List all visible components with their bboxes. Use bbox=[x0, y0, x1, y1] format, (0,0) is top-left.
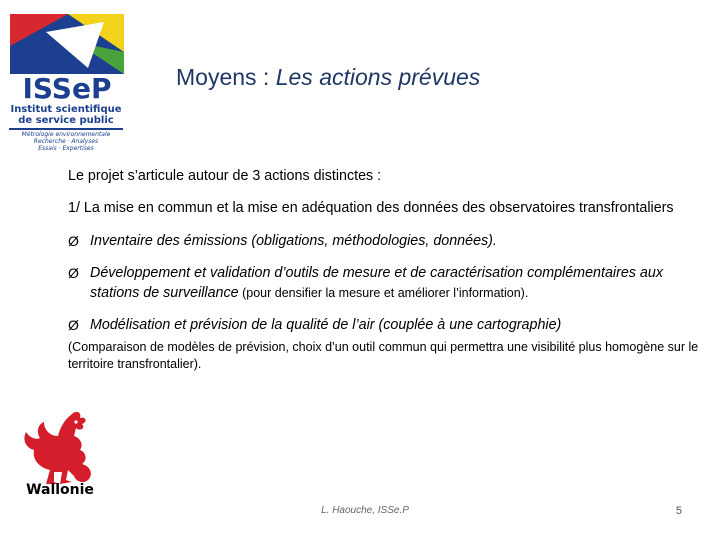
arrow-bullet-icon: Ø bbox=[68, 317, 79, 333]
intro-text: Le projet s’articule autour de 3 actions distinctes : bbox=[68, 168, 382, 184]
slide-content bbox=[68, 166, 704, 373]
bullet-item bbox=[68, 231, 704, 251]
bullet-item bbox=[68, 315, 704, 335]
section-title: 1/ La mise en commun et la mise en adéquation des données des observatoires transfrontaliers bbox=[68, 200, 674, 216]
footer-author: L. Haouche, ISSe.P bbox=[321, 505, 409, 516]
slide-title bbox=[176, 64, 480, 91]
issep-wordmark bbox=[6, 74, 128, 102]
issep-emblem bbox=[6, 12, 128, 74]
bullet-text: Modélisation et prévision de la qualité de l’air (couplée à une cartographie) bbox=[90, 317, 562, 333]
issep-tagline: Métrologie environnementale Recherche · Analyses Essais · Expertises bbox=[21, 131, 111, 152]
bullet-item bbox=[68, 263, 704, 303]
issep-subtitle: Institut scientifique de service public bbox=[10, 104, 122, 126]
closing-note: (Comparaison de modèles de prévision, choix d’un outil commun qui permettra une visibilité plus homogène sur le territoire transfrontalier). bbox=[68, 340, 699, 371]
arrow-bullet-icon: Ø bbox=[68, 265, 79, 281]
svg-text:ISSeP: ISSeP bbox=[22, 74, 112, 102]
bullet-text: Développement et validation d’outils de mesure et de caractérisation complémentaires aux stations de surveillance bbox=[90, 265, 663, 301]
title-emphasis: Les actions prévues bbox=[275, 64, 481, 90]
bullet-text: Inventaire des émissions (obligations, méthodologies, données). bbox=[90, 233, 497, 249]
issep-logo bbox=[6, 12, 128, 150]
wallonie-label: Wallonie bbox=[26, 482, 94, 498]
bullet-note: (pour densifier la mesure et améliorer l’information). bbox=[238, 286, 529, 300]
arrow-bullet-icon: Ø bbox=[68, 233, 79, 249]
page-number: 5 bbox=[675, 505, 682, 517]
issep-divider bbox=[9, 128, 123, 130]
title-main: Moyens : bbox=[176, 64, 276, 90]
